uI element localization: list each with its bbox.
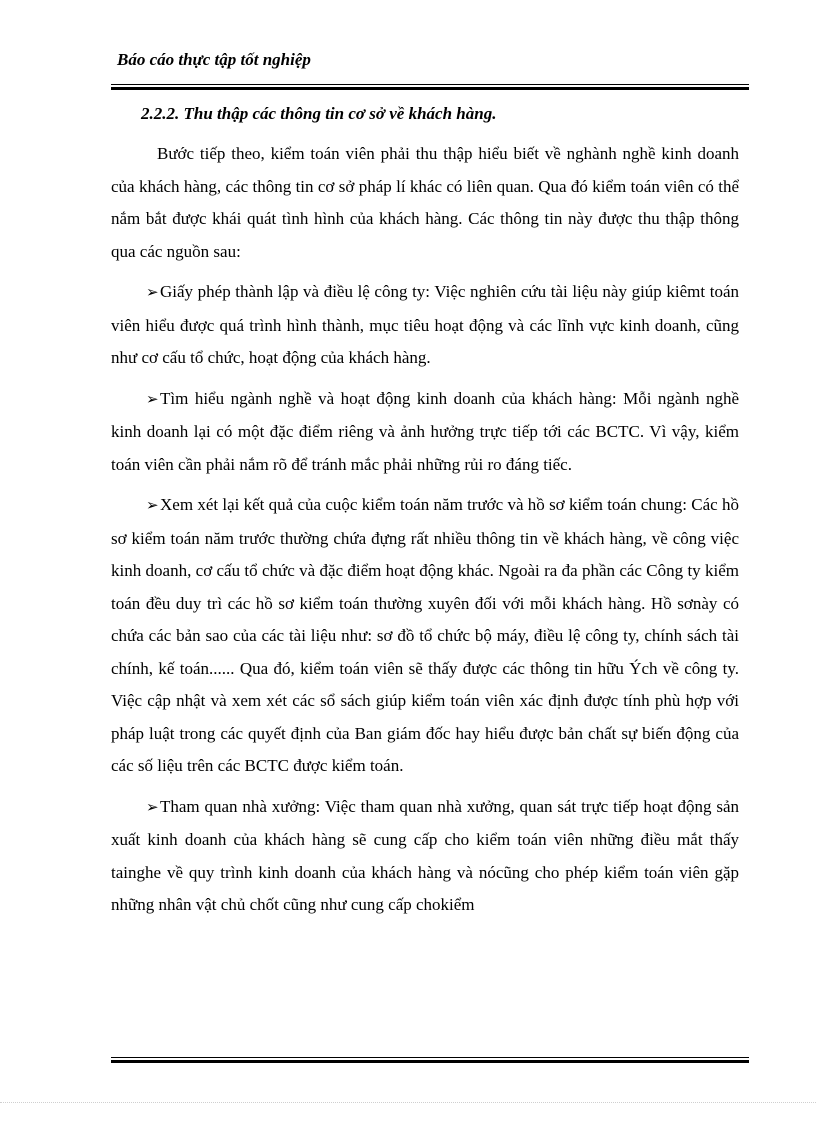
running-header-title: Báo cáo thực tập tốt nghiệp xyxy=(117,50,311,69)
arrow-bullet-icon: ➢ xyxy=(146,799,159,816)
header-rule-thick xyxy=(111,87,749,90)
footer-rule-thick xyxy=(111,1060,749,1063)
bullet-text: Xem xét lại kết quả của cuộc kiểm toán năm trước và hồ sơ kiểm toán chung: Các hồ sơ kiểm toán năm trước thường chứa đựng rất nhiều thông tin về khách hàng, về công việc kinh doanh, cơ cấu tổ chức và đặc điểm hoạt động khác. Ngoài ra đa phần các Công ty kiểm toán đều duy trì các hồ sơ kiểm toán thường xuyên đối với mỗi khách hàng. Hồ sơnày có chứa các bản sao của các tài liệu như: sơ đồ tổ chức bộ máy, điều lệ công ty, chính sách tài chính, kế toán...... Qua đó, kiểm toán viên sẽ thấy được các thông tin hữu Ých về công ty. Việc cập nhật và xem xét các sổ sách giúp kiểm toán viên xác định được tính phù hợp với pháp luật trong các quyết định của Ban giám đốc hay hiểu được bản chất sự biến động của các số liệu trên các BCTC được kiểm toán. xyxy=(111,495,739,775)
arrow-bullet-icon: ➢ xyxy=(146,285,159,301)
footer-rule-thin xyxy=(111,1057,749,1058)
bullet-paragraph-industry xyxy=(111,383,739,482)
arrow-bullet-icon: ➢ xyxy=(146,391,159,408)
section-heading: 2.2.2. Thu thập các thông tin cơ sở về khách hàng. xyxy=(141,104,497,123)
header-rule-thin xyxy=(111,84,749,85)
intro-paragraph: Bước tiếp theo, kiểm toán viên phải thu thập hiểu biết về nghành nghề kinh doanh của khách hàng, các thông tin cơ sở pháp lí khác có liên quan. Qua đó kiểm toán viên có thể nắm bắt được khái quát tình hình của khách hàng. Các thông tin này được thu thập thông qua các nguồn sau: xyxy=(111,144,739,261)
bullet-text: Tìm hiểu ngành nghề và hoạt động kinh doanh của khách hàng: Mỗi ngành nghề kinh doanh lại có một đặc điểm riêng và ảnh hưởng trực tiếp tới các BCTC. Vì vậy, kiểm toán viên cần phải nắm rõ để tránh mắc phải những rủi ro đáng tiếc. xyxy=(111,388,739,474)
bullet-paragraph-prior-audit xyxy=(111,489,739,783)
bullet-text: Tham quan nhà xưởng: Việc tham quan nhà xưởng, quan sát trực tiếp hoạt động sản xuất kinh doanh của khách hàng sẽ cung cấp cho kiểm toán viên những điều mắt thấy tainghe về quy trình kinh doanh của khách hàng và nócũng cho phép kiểm toán viên gặp những nhân vật chủ chốt cũng như cung cấp chokiểm xyxy=(111,796,739,914)
page-body xyxy=(111,102,739,922)
bullet-text: Giấy phép thành lập và điều lệ công ty: Việc nghiên cứu tài liệu này giúp kiêmt toán viên hiểu được quá trình hình thành, mục tiêu hoạt động và các lĩnh vực kinh doanh, cũng như cơ cấu tổ chức, hoạt động của khách hàng. xyxy=(111,282,739,367)
page-bottom-dotted-line xyxy=(0,1102,816,1103)
bullet-paragraph-site-visit xyxy=(111,791,739,922)
bullet-paragraph-license xyxy=(111,276,739,375)
arrow-bullet-icon: ➢ xyxy=(146,498,159,514)
